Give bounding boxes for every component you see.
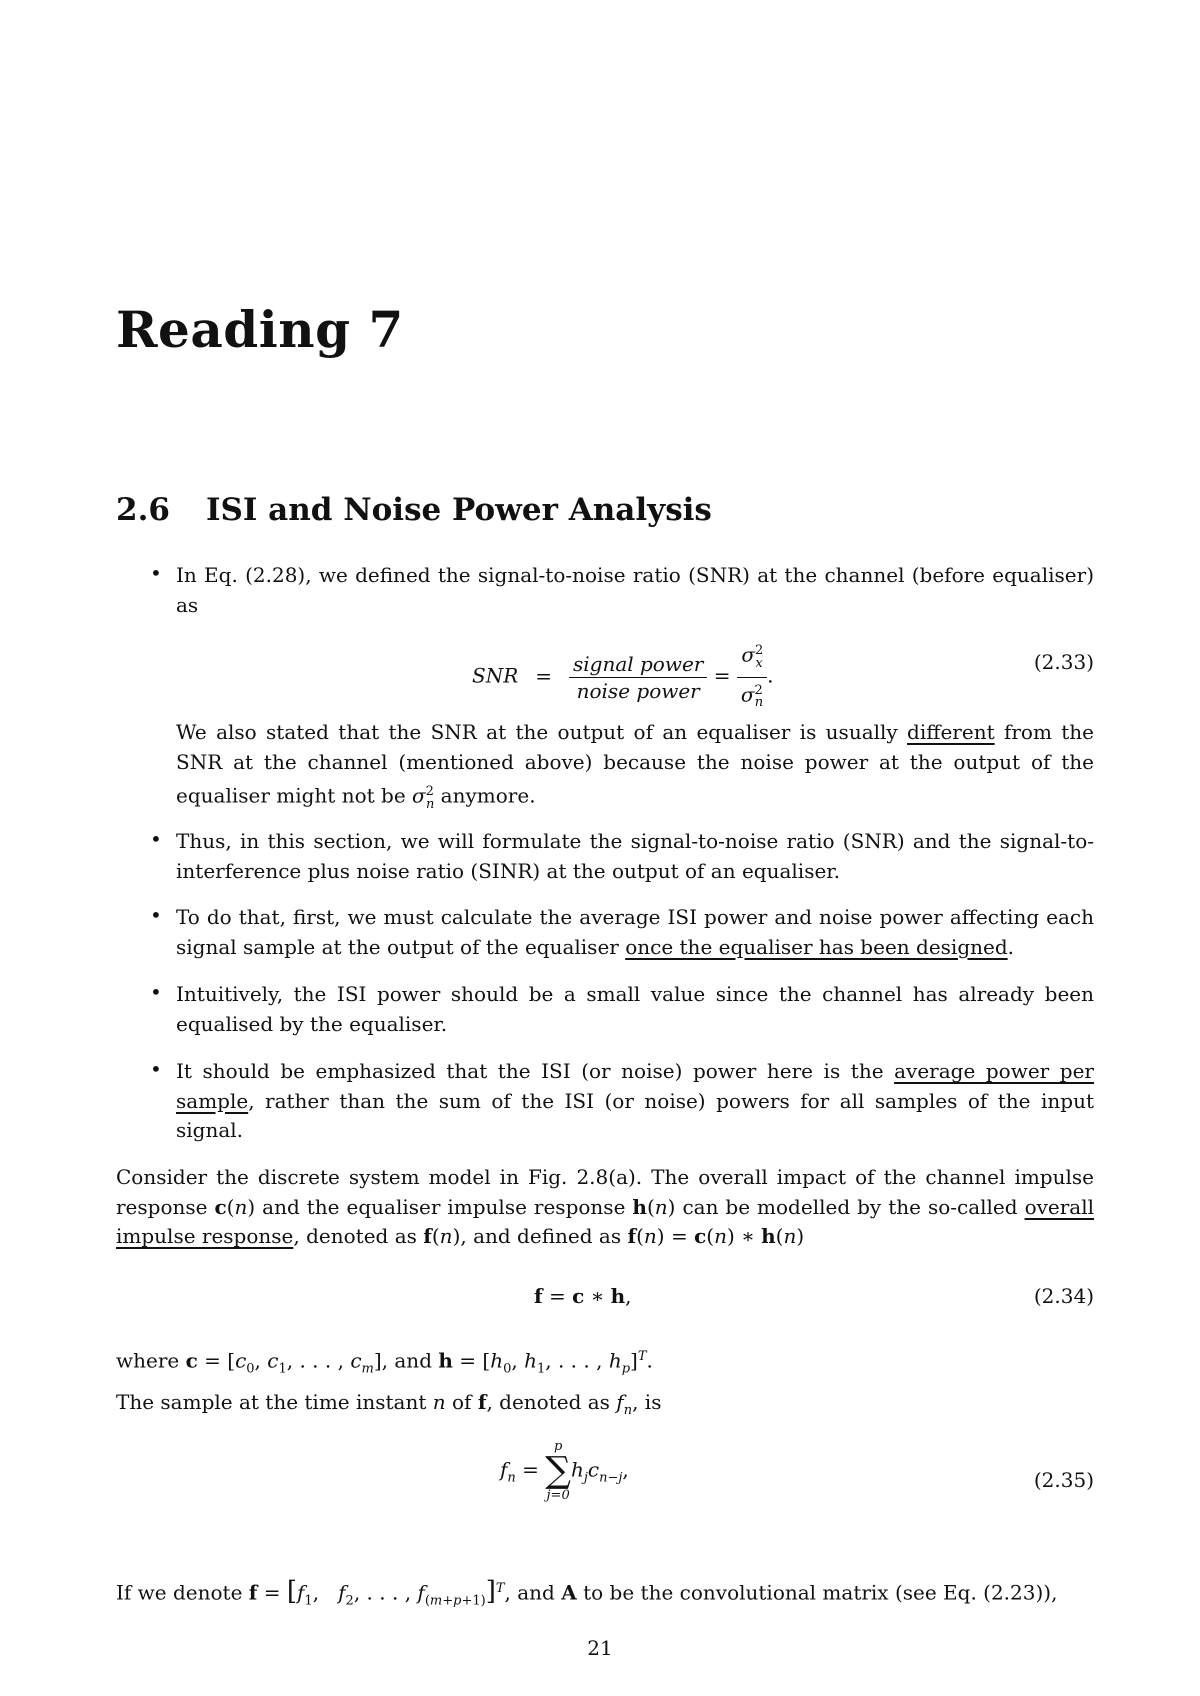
equation-2-34: f = c ∗ h, [534,1284,632,1308]
paragraph-overall-impulse: Consider the discrete system model in Fig. 2.8(a). The overall impact of the channel impulse response c(n) and the equaliser impulse response h(n) can be modelled by the so-called overall impulse response, denoted as f(n), and defined as f(n) = c(n) ∗ h(n) [116,1165,1095,1248]
bullet-item-intuitively: Intuitively, the ISI power should be a small value since the channel has already been equalised by the equaliser. [176,982,1094,1036]
fraction-signal-noise: $\frac{\text{signal power}}{\text{noise power}}$ [569,651,707,704]
bullet-marker: • [150,903,162,927]
where-line: where $c = [c_0$, $c_1$, . . . , $c_m$], and $h = [h_0$, $h_1$, . . . , $h_p]^T$. [116,1348,653,1377]
bullet-item-calculate: To do that, first, we must calculate the average ISI power and noise power affecting each signal sample at the output of the equaliser once the equaliser has been designed. [176,905,1094,959]
section-title: ISI and Noise Power Analysis [206,492,712,528]
bullet-marker: • [150,561,162,585]
bullet-item-formulate: Thus, in this section, we will formulate the signal-to-noise ratio (SNR) and the signal-to-interference plus noise ratio (SINR) at the output of an equaliser. [176,829,1094,883]
equation-number-2-34: (2.34) [1033,1284,1094,1308]
bullet-marker: • [150,980,162,1004]
page-number: 21 [587,1636,613,1660]
equation-number-2-35: (2.35) [1033,1468,1094,1492]
bullet-item-equaliser-snr: We also stated that the SNR at the output of an equaliser is usually different from the SNR at the channel (mentioned above) because the noise power at the output of the equaliser might not be $\sigma^2_n$ anymore. [176,720,1094,812]
equation-2-35: $f_n$ = p ∑ j=0 $h_jc_{n-j}$, [500,1439,629,1503]
equation-number-2-33: (2.33) [1033,650,1094,674]
section-number: 2.6 [116,492,170,528]
bullet-marker: • [150,827,162,851]
bullet-marker: • [150,1057,162,1081]
sample-line: The sample at the time instant n of f, denoted as $f_n$, is [116,1390,662,1418]
fraction-sigma: $\frac{\sigma^2_x}{\sigma^2_n}$ [737,638,767,716]
chapter-title: Reading 7 [116,300,404,359]
bullet-item-snr-definition: In Eq. (2.28), we defined the signal-to-noise ratio (SNR) at the channel (before equaliser) as [176,563,1094,617]
summation-symbol: p ∑ j=0 [545,1439,571,1503]
last-line: If we denote $f = [f_1$, $f_2$, . . . , $f_{(m+p+1)}]^T$, and A to be the convolutional matrix (see Eq. (2.23)), [116,1576,1058,1609]
equation-2-33: SNR = $\frac{\text{signal power}}{\text{noise power}}$ = $\frac{\sigma^2_x}{\sigma^2_n}$ . [472,638,774,716]
section-heading [116,492,712,528]
bullet-item-emphasized: It should be emphasized that the ISI (or noise) power here is the average power per sample, rather than the sum of the ISI (or noise) powers for all samples of the input signal. [176,1059,1094,1142]
